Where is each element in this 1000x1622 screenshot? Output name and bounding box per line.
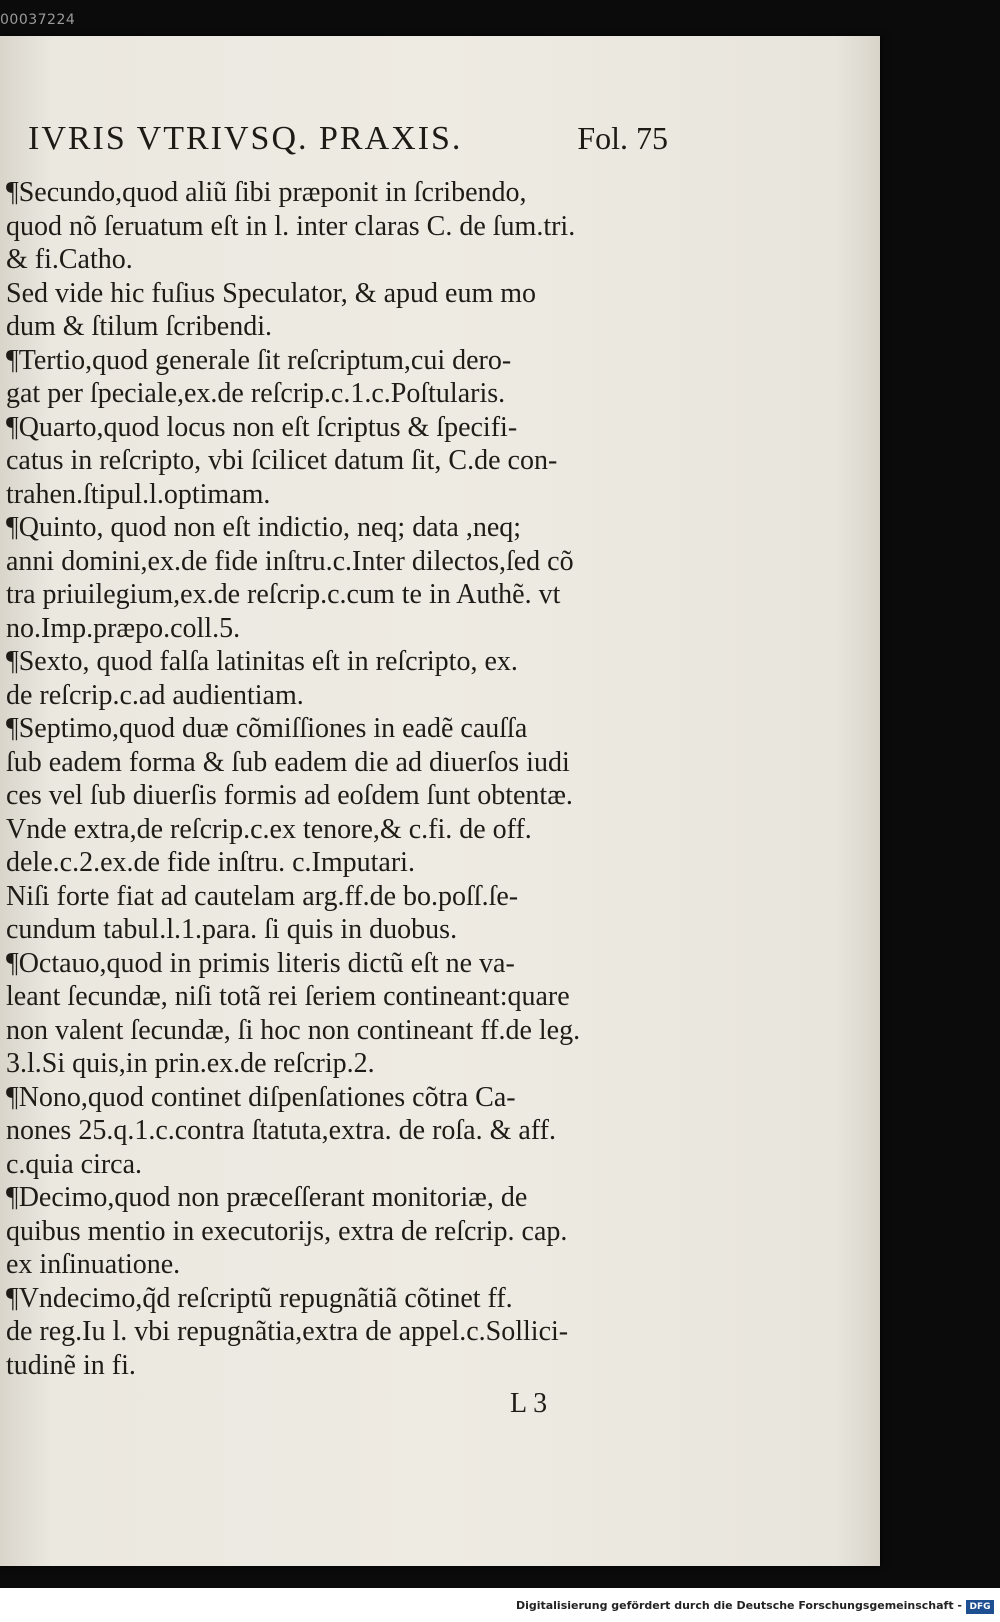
text-line: gat per ſpeciale,ex.de reſcrip.c.1.c.Poſtularis. [6, 378, 506, 409]
text-line: tudinẽ in fi. [6, 1349, 136, 1381]
text-line: leant ſecundæ, niſi totã rei ſeriem contineant:quare [6, 981, 570, 1012]
scan-id-label: 00037224 [0, 12, 76, 28]
text-line: nones 25.q.1.c.contra ſtatuta,extra. de roſa. & aff. [6, 1115, 556, 1146]
text-line: ¶Nono,quod continet diſpenſationes cõtra Ca- [6, 1081, 516, 1113]
text-line: non valent ſecundæ, ſi hoc non contineant ff.de leg. [6, 1014, 581, 1046]
text-line: c.quia circa. [6, 1148, 143, 1180]
folio-number: Fol. 75 [577, 120, 668, 156]
dfg-logo-icon: DFG [966, 1600, 994, 1614]
text-line: quod nõ ſeruatum eſt in l. inter claras C. de ſum.tri. [6, 210, 576, 242]
text-line: 3.l.Si quis,in prin.ex.de reſcrip.2. [6, 1048, 375, 1079]
text-line: de reſcrip.c.ad audientiam. [6, 679, 304, 711]
text-line: catus in reſcripto, vbi ſcilicet datum ſit, C.de con- [6, 445, 558, 476]
text-line: Vnde extra,de reſcrip.c.ex tenore,& c.fi. de off. [6, 813, 532, 845]
text-line: ¶Secundo,quod aliũ ſibi præponit in ſcribendo, [6, 177, 527, 208]
funding-credit: Digitalisierung gefördert durch die Deutsche Forschungsgemeinschaft - [515, 1599, 962, 1612]
text-line: dum & ſtilum ſcribendi. [6, 311, 272, 342]
text-line: ex inſinuatione. [6, 1249, 181, 1280]
book-page [0, 36, 880, 1566]
page-header [28, 120, 668, 166]
text-line: ¶Octauo,quod in primis literis dictũ eſt ne va- [6, 947, 515, 979]
text-line: ſub eadem forma & ſub eadem die ad diuerſos iudi [6, 746, 570, 778]
text-line: ¶Septimo,quod duæ cõmiſſiones in eadẽ cauſſa [6, 713, 528, 744]
text-line: tra priuilegium,ex.de reſcrip.c.cum te in Authẽ. vt [6, 579, 561, 610]
text-line: ces vel ſub diuerſis formis ad eoſdem ſunt obtentæ. [6, 780, 573, 811]
text-line: anni domini,ex.de fide inſtru.c.Inter dilectos,ſed cõ [6, 545, 574, 577]
text-line: cundum tabul.l.1.para. ſi quis in duobus. [6, 914, 458, 945]
body-text [6, 176, 674, 1382]
text-line: dele.c.2.ex.de fide inſtru. c.Imputari. [6, 847, 415, 878]
text-line: Sed vide hic fuſius Speculator, & apud eum mo [6, 277, 537, 309]
text-line: de reg.Iu l. vbi repugnãtia,extra de appel.c.Sollici- [6, 1316, 569, 1347]
text-line: ¶Quarto,quod locus non eſt ſcriptus & ſpecifi- [6, 411, 518, 443]
text-line: Niſi forte fiat ad cautelam arg.ff.de bo.poſſ.ſe- [6, 880, 519, 912]
text-line: ¶Quinto, quod non eſt indictio, neq; data ,neq; [6, 512, 522, 543]
text-line: quibus mentio in executorijs, extra de reſcrip. cap. [6, 1215, 568, 1247]
text-line: ¶Vndecimo,q̃d reſcriptũ repugnãtiã cõtinet ff. [6, 1282, 513, 1314]
running-title: IVRIS VTRIVSQ. PRAXIS. [28, 120, 463, 157]
text-line: trahen.ſtipul.l.optimam. [6, 478, 271, 510]
text-line: no.Imp.præpo.coll.5. [6, 612, 241, 644]
text-line: ¶Decimo,quod non præceſſerant monitoriæ, de [6, 1182, 528, 1213]
text-line: ¶Sexto, quod falſa latinitas eſt in reſcripto, ex. [6, 646, 518, 677]
footer-bar [0, 1588, 1000, 1622]
signature-mark: L 3 [510, 1388, 548, 1419]
text-line: ¶Tertio,quod generale ſit reſcriptum,cui dero- [6, 344, 512, 376]
text-line: & fi.Catho. [6, 244, 133, 275]
